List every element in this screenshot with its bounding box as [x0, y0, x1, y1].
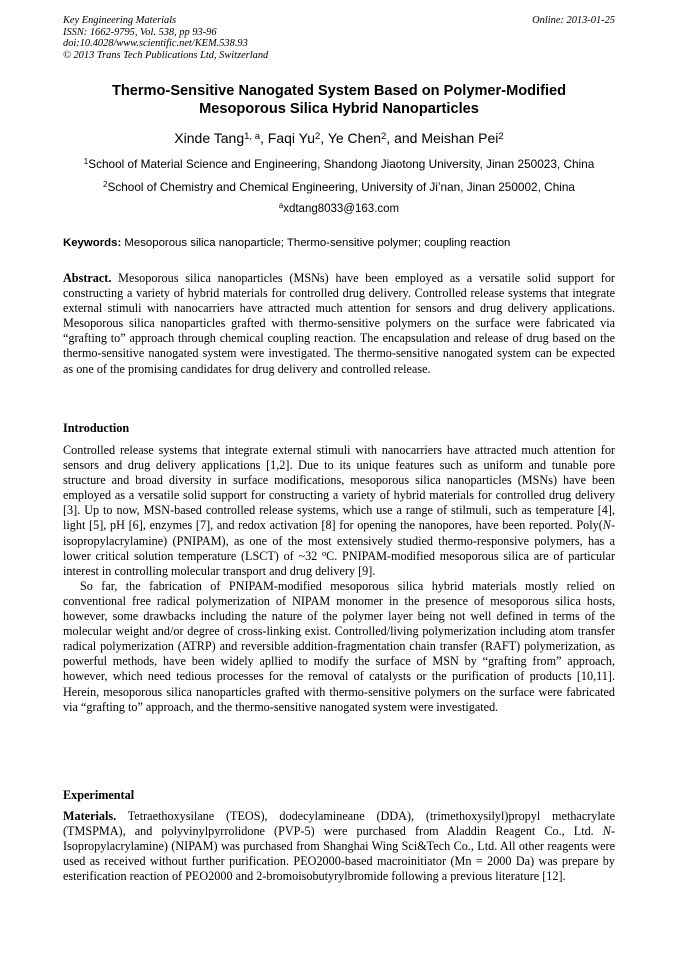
author-name: Ye Chen [327, 130, 382, 146]
affiliation-mark: 1 [83, 157, 89, 167]
text-run: -isopropylacrylamine) (PNIPAM), as one of the most extensively studied thermo-responsive polymers, has a lower critical solution temperature (LSCT) of ~32 [63, 518, 615, 563]
text-run: Controlled release systems that integrate external stimuli with nanocarriers have attracted much attention for sensors and drug delivery applications [1,2]. Due to its unique features such as uniform and tunable pore structure and broad diversity in surface modifications, mesoporous silica nanoparticles (MSNs) have been employed as a versatile solid support for constructing a variety of hybrid materials for controlled drug delivery [3]. Up to now, MSN-based controlled release systems, which use a range of stilmuli, such as temperature [4], light [5], pH [6], enzymes [7], and redox activation [8] for opening the nanopores, have been reported. Poly( [63, 443, 615, 533]
email-text: xdtang8033@163.com [283, 203, 400, 215]
author-affiliation-mark: 2 [381, 130, 387, 142]
materials-label: Materials. [63, 809, 117, 823]
text-run: -Isopropylacrylamine) (NIPAM) was purchased from Shanghai Wing Sci&Tech Co., Ltd. All other reagents were used as received without further purification. PEO2000-based macroinitiator (Mn = 2000 Da) was prepare by esterification reaction of PEO2000 and 2-bromoisobutyrylbromide following a previous literature [12]. [63, 824, 615, 884]
author-email [30, 202, 648, 216]
keywords-text: Mesoporous silica nanoparticle; Thermo-sensitive polymer; coupling reaction [121, 237, 511, 249]
affiliation-1 [30, 157, 648, 171]
keywords-label: Keywords: [63, 237, 122, 249]
section-heading-introduction: Introduction [63, 421, 130, 435]
author-separator: , and [386, 130, 422, 146]
journal-name: Key Engineering Materials [63, 15, 177, 26]
abstract [63, 271, 615, 377]
abstract-text: Mesoporous silica nanoparticles (MSNs) have been employed as a versatile solid support for constructing a variety of hybrid materials for controlled drug delivery. Controlled release systems that integrate external stimuli with nanocarriers have attracted much attention for sensors and drug delivery applications. Mesoporous silica nanoparticles grafted with thermo-sensitive polymers on the surface were fabricated via “grafting to” approach through chemical coupling reaction. The encapsulation and release of drug based on the thermo-sensitive nanogated system were investigated. The thermo-sensitive nanogated system can be expected as one of the promising candidates for drug delivery and controlled release. [63, 271, 615, 376]
author-affiliation-mark: 2 [315, 130, 321, 142]
affiliation-text: School of Chemistry and Chemical Engineering, University of Ji’nan, Jinan 250002, China [107, 180, 575, 194]
doi-line: doi:10.4028/www.scientific.net/KEM.538.93 [63, 38, 248, 49]
introduction-body [63, 443, 615, 715]
intro-paragraph-1 [63, 443, 615, 579]
degree-mark: o [321, 548, 327, 558]
italic-n: N [602, 518, 611, 533]
author-name: Meishan Pei [421, 130, 499, 146]
abstract-label: Abstract. [63, 271, 112, 285]
title-line-1: Thermo-Sensitive Nanogated System Based on Polymer-Modified [111, 83, 567, 99]
section-heading-experimental: Experimental [63, 788, 135, 802]
text-run: C. PNIPAM-modified mesoporous silica are of particular interest in controlling molecular transport and drug delivery [9]. [63, 548, 615, 578]
online-date: Online: 2013-01-25 [532, 15, 615, 26]
author-name: Faqi Yu [267, 130, 315, 146]
paper-title [40, 82, 638, 118]
italic-n: N [602, 824, 611, 839]
materials-paragraph [63, 809, 615, 884]
email-mark: a [278, 201, 284, 211]
affiliation-2 [30, 180, 648, 194]
experimental-body [63, 809, 615, 884]
author-affiliation-mark: 2 [498, 130, 504, 142]
intro-paragraph-2: So far, the fabrication of PNIPAM-modified mesoporous silica hybrid materials mostly relied on conventional free radical polymerization of NIPAM monomer in the presence of mesoporous silica hosts, however, some drawbacks including the nature of the polymer layer being not well defined in terms of the molecular weight and/or degree of cross-linking exist. Controlled/living polymerization including atom transfer radical polymerization (ATRP) and reversible addition-fragmentation chain transfer (RAFT) polymerization, as powerful methods, have been widely apllied to modify the surface of MSN by “grafting from” approach, however, which need tedious processes for the removal of catalysts or the purification of products [10,11]. Herein, mesoporous silica nanoparticles grafted with thermo-sensitive polymers on the surface were fabricated via “grafting to” approach, and the thermo-sensitive nanogated system were investigated. [63, 578, 615, 714]
author-name: Xinde Tang [174, 130, 245, 146]
author-separator: , [259, 130, 268, 146]
issn-line: ISSN: 1662-9795, Vol. 538, pp 93-96 [63, 26, 217, 38]
copyright-line: © 2013 Trans Tech Publications Ltd, Switzerland [63, 49, 269, 61]
author-affiliation-mark: 1, a [244, 130, 260, 142]
affiliation-text: School of Material Science and Engineering, Shandong Jiaotong University, Jinan 250023, China [88, 157, 595, 171]
text-run: Tetraethoxysilane (TEOS), dodecylamineane (DDA), (trimethoxysilyl)propyl methacrylate (TMSPMA), and polyvinylpyrrolidone (PVP-5) were purchased from Aladdin Reagent Co., Ltd. [63, 809, 615, 839]
keywords [63, 236, 615, 250]
author-list [40, 130, 638, 147]
affiliation-mark: 2 [102, 180, 108, 190]
title-line-2: Mesoporous Silica Hybrid Nanoparticles [199, 101, 479, 117]
author-separator: , [320, 130, 328, 146]
journal-header [63, 15, 423, 61]
